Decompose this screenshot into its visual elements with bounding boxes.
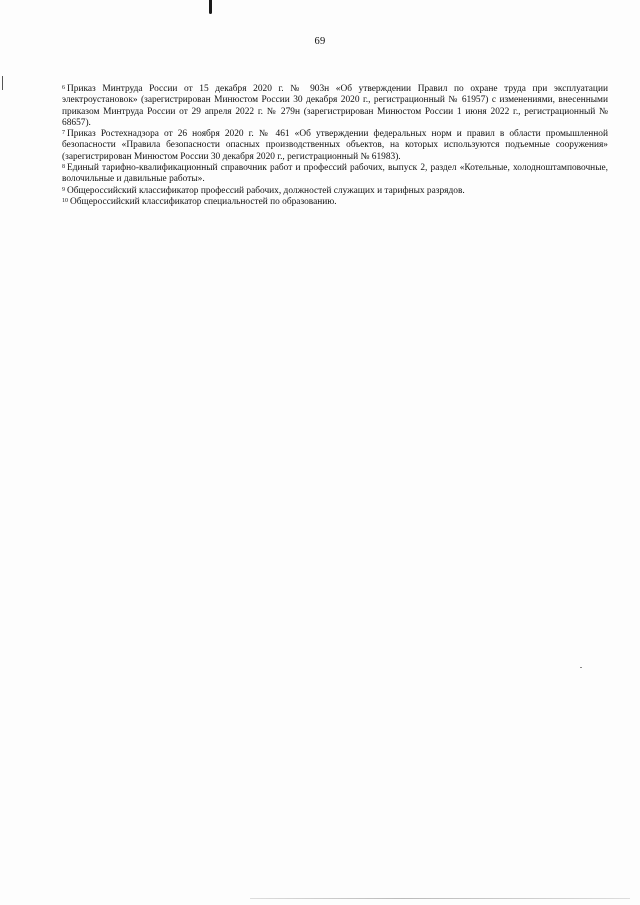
footnote-text: Общероссийский классификатор специальностей по образованию.	[70, 196, 337, 207]
footnote-text: Приказ Минтруда России от 15 декабря 2020 г. № 903н «Об утверждении Правил по охране труда при эксплуатации электроустановок» (зарегистрирован Минюстом России 30 декабря 2020 г., регистрационный № 61957) с изменениями, внесенными приказом Минтруда России от 29 апреля 2022 г. № 279н (зарегистрирован Минюстом России 1 июня 2022 г., регистрационный № 68657).	[62, 84, 608, 128]
page-number: 69	[314, 36, 326, 47]
scan-artifact-mark	[2, 76, 3, 90]
footnote-text: Приказ Ростехнадзора от 26 ноября 2020 г. № 461 «Об утверждении федеральных норм и правил в области промышленной безопасности «Правила безопасности опасных производственных объектов, на которых используются подъемные сооружения» (зарегистрирован Минюстом России 30 декабря 2020 г., регистрационный № 61983).	[62, 129, 608, 162]
footnotes-section	[62, 84, 608, 208]
footnote-marker: 6	[62, 85, 65, 91]
scan-edge-line	[250, 898, 630, 899]
footnote	[62, 197, 608, 208]
footnote	[62, 186, 608, 197]
footnote-text: Общероссийский классификатор профессий рабочих, должностей служащих и тарифных разрядов.	[67, 185, 465, 196]
scan-artifact-mark	[209, 0, 212, 14]
footnote	[62, 84, 608, 129]
footnote-marker: 7	[62, 130, 65, 137]
footnote-marker: 8	[62, 164, 65, 171]
footnote-text: Единый тарифно-квалификационный справочник работ и профессий рабочих, выпуск 2, раздел «Котельные, холодноштамповочные, волочильные и давильные работы».	[62, 163, 608, 185]
scan-artifact-mark	[580, 667, 582, 668]
footnote	[62, 163, 608, 186]
footnote-marker: 10	[62, 197, 68, 204]
footnote	[62, 129, 608, 163]
footnote-marker: 9	[62, 186, 65, 193]
